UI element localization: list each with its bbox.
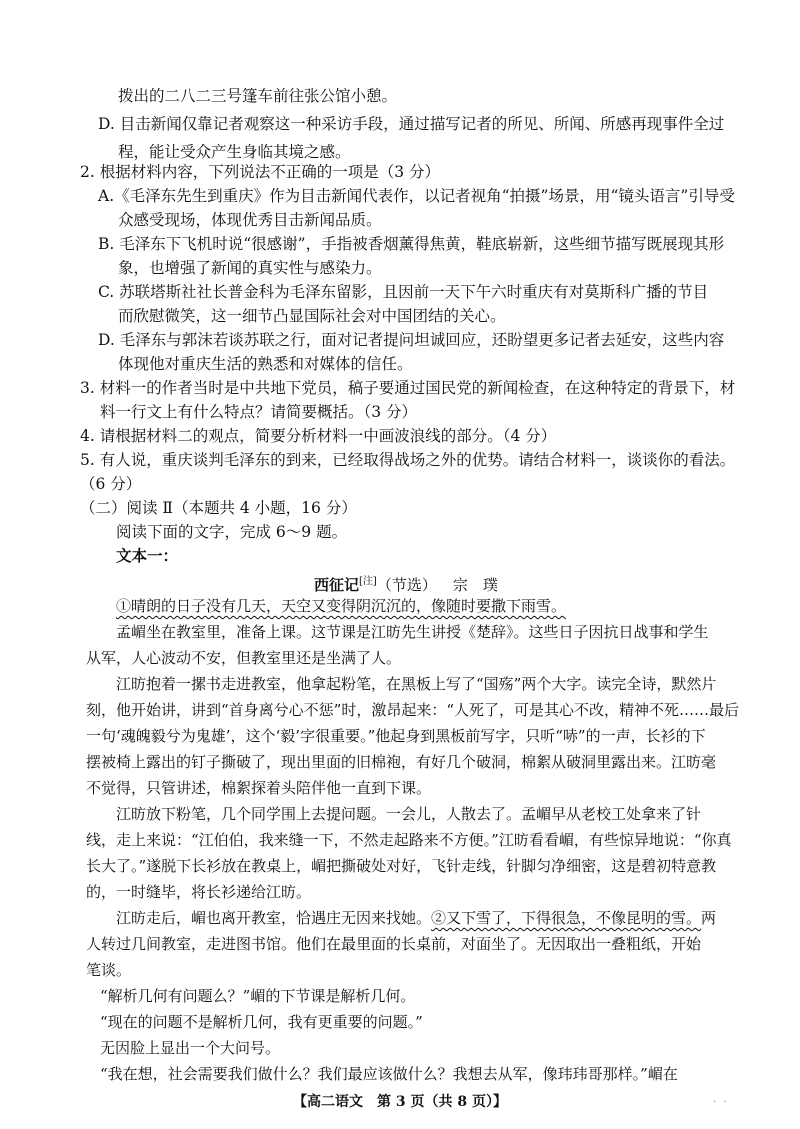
story-p2-line-2: 从军，人心波动不安，但教室里还是坐满了人。 bbox=[86, 649, 402, 667]
wavy-underlined-sentence-2: ②又下雪了，下得很急，不像昆明的雪。 bbox=[431, 909, 702, 927]
story-author: 宗 璞 bbox=[452, 576, 498, 594]
q2-option-b-line-1: B. 毛泽东下飞机时说“很感谢”，手指被香烟薰得焦黄，鞋底崭新，这些细节描写既展现其形 bbox=[98, 235, 725, 253]
story-p3-line-4: 摆被椅上露出的钉子撕破了，现出里面的旧棉袍，有好几个破洞，棉絮从破洞里露出来。江昉毫 bbox=[86, 753, 717, 771]
story-p3-line-5: 不觉得，只管讲述，棉絮探着头陪伴他一直到下课。 bbox=[86, 779, 432, 797]
story-p5-sentence-c: 两 bbox=[701, 909, 717, 927]
dialogue-line-3: 无因脸上显出一个大问号。 bbox=[100, 1039, 281, 1057]
story-p5-line-3: 笔谈。 bbox=[86, 961, 132, 979]
story-p4-line-3: 长大了。”遂脱下长衫放在教桌上，嵋把撕破处对好，飞针走线，针脚匀净细密，这是碧初特意教 bbox=[86, 857, 717, 875]
story-p4-line-1: 江昉放下粉笔，几个同学围上去提问题。一会儿，人散去了。孟嵋早从老校工处拿来了针 bbox=[116, 805, 702, 823]
wavy-underlined-sentence-1: ①晴朗的日子没有几天，天空又变得阴沉沉的，像随时要撒下雨雪。 bbox=[116, 597, 567, 615]
story-p4-line-2: 线，走上来说：“江伯伯，我来缝一下，不然走起路来不方便。”江昉看看嵋，有些惊异地说：“你真 bbox=[86, 831, 732, 849]
q2-option-c-line-2: 而欣慰微笑，这一细节凸显国际社会对中国团结的关心。 bbox=[118, 307, 506, 325]
q2-option-c-line-1: C. 苏联塔斯社社长普金科为毛泽东留影，且因前一天下午六时重庆有对莫斯科广播的节目 bbox=[98, 283, 709, 301]
story-p4-line-4: 的，一时缝毕，将长衫递给江昉。 bbox=[86, 883, 312, 901]
page-footer: 【高二语文 第 3 页（共 8 页）】 bbox=[293, 1094, 507, 1110]
q2-option-a-line-1: A.《毛泽东先生到重庆》作为目击新闻代表作，以记者视角“拍摄”场景，用“镜头语言”引导受 bbox=[98, 187, 735, 205]
story-p5-line-2: 人转过几间教室，走进图书馆。他们在最里面的长桌前，对面坐了。无因取出一叠粗纸，开始 bbox=[86, 935, 702, 953]
q2-stem: 2. 根据材料内容，下列说法不正确的一项是（3 分） bbox=[80, 163, 441, 181]
q2-option-b-line-2: 象，也增强了新闻的真实性与感染力。 bbox=[118, 259, 382, 277]
scan-speck: · · bbox=[713, 1097, 729, 1108]
story-note-mark: [注] bbox=[359, 576, 377, 587]
story-p5-line-1 bbox=[116, 906, 716, 930]
q1-option-d-line-2: 程，能让受众产生身临其境之感。 bbox=[118, 143, 351, 161]
q5-line-2: （6 分） bbox=[80, 475, 142, 493]
q1-option-d-line-1: D. 目击新闻仅靠记者观察这一种采访手段，通过描写记者的所见、所闻、所感再现事件全过 bbox=[98, 115, 725, 133]
text-one-label: 文本一： bbox=[116, 546, 179, 565]
story-p2-line-1: 孟嵋坐在教室里，准备上课。这节课是江昉先生讲授《楚辞》。这些日子因抗日战事和学生 bbox=[116, 623, 709, 641]
story-title-line bbox=[314, 570, 498, 597]
q2-option-d-line-1: D. 毛泽东与郭沫若谈苏联之行，面对记者提问坦诚回应，还盼望更多记者去延安，这些内容 bbox=[98, 331, 725, 349]
q2-option-d-line-2: 体现他对重庆生活的熟悉和对媒体的信任。 bbox=[118, 355, 413, 373]
story-paragraph-1 bbox=[116, 594, 566, 618]
story-title: 西征记 bbox=[314, 576, 360, 594]
story-excerpt: （节选） bbox=[376, 576, 437, 594]
q2-option-a-line-2: 众感受现场，体现优秀目击新闻品质。 bbox=[118, 211, 382, 229]
story-p3-line-2: 刻，他开始讲，讲到“首身离兮心不惩”时，激昂起来：“人死了，可是其心不改，精神不死……最后 bbox=[86, 701, 740, 719]
q1-option-c-continuation: 拨出的二八二三号篷车前往张公馆小憩。 bbox=[118, 87, 398, 105]
q5-line-1: 5. 有人说，重庆谈判毛泽东的到来，已经取得战场之外的优势。请结合材料一，谈谈你的看法。 bbox=[80, 451, 736, 469]
story-p3-line-1: 江昉抱着一摞书走进教室，他拿起粉笔，在黑板上写了“国殇”两个大字。读完全诗，默然片 bbox=[116, 675, 717, 693]
dialogue-line-2: “现在的问题不是解析几何，我有更重要的问题。” bbox=[100, 1013, 423, 1031]
q3-line-1: 3. 材料一的作者当时是中共地下党员，稿子要通过国民党的新闻检查，在这种特定的背景下，材 bbox=[80, 379, 736, 397]
story-p5-sentence-a: 江昉走后，嵋也离开教室，恰遇庄无因来找她。 bbox=[116, 909, 432, 927]
section-header: （二）阅读 Ⅱ（本题共 4 小题，16 分） bbox=[80, 499, 357, 517]
story-p3-line-3: 一句‘魂魄毅兮为鬼雄’，这个‘毅’字很重要。”他起身到黑板前写字，只听“哧”的一声，长衫的下 bbox=[86, 727, 706, 745]
section-instruction: 阅读下面的文字，完成 6～9 题。 bbox=[116, 523, 348, 541]
dialogue-line-4: “我在想，社会需要我们做什么？我们最应该做什么？我想去从军，像玮玮哥那样。”嵋在 bbox=[100, 1065, 678, 1083]
dialogue-line-1: “解析几何有问题么？”嵋的下节课是解析几何。 bbox=[100, 987, 416, 1005]
q3-line-2: 料一行文上有什么特点？请简要概括。（3 分） bbox=[100, 403, 418, 421]
q4-line-1: 4. 请根据材料二的观点，简要分析材料一中画波浪线的部分。（4 分） bbox=[80, 427, 557, 445]
